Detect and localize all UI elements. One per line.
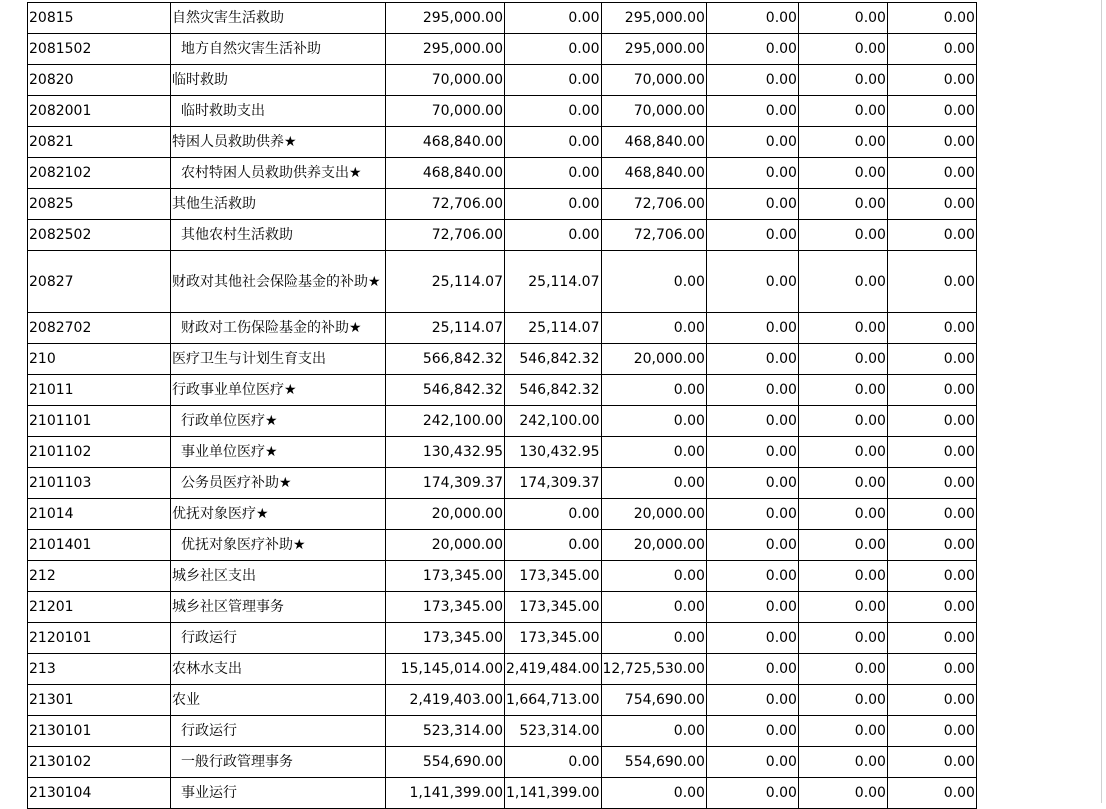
- amount-cell-5: 0.00: [798, 561, 887, 592]
- amount-cell-4: 0.00: [706, 778, 798, 809]
- subject-code-cell: 2101103: [28, 468, 171, 499]
- subject-name-cell: 城乡社区管理事务: [171, 592, 386, 623]
- amount-cell-4: 0.00: [706, 654, 798, 685]
- table-row: [28, 623, 977, 654]
- subject-code-cell: 21201: [28, 592, 171, 623]
- amount-cell-6: 0.00: [887, 468, 976, 499]
- amount-cell-6: 0.00: [887, 251, 976, 313]
- amount-cell-3: 754,690.00: [601, 685, 706, 716]
- amount-cell-5: 0.00: [798, 313, 887, 344]
- amount-cell-5: 0.00: [798, 778, 887, 809]
- amount-cell-1: 546,842.32: [386, 375, 505, 406]
- amount-cell-2: 173,345.00: [505, 623, 602, 654]
- amount-cell-4: 0.00: [706, 468, 798, 499]
- table-row: [28, 592, 977, 623]
- amount-cell-2: 0.00: [505, 499, 602, 530]
- amount-cell-1: 70,000.00: [386, 65, 505, 96]
- table-row: [28, 313, 977, 344]
- amount-cell-2: 546,842.32: [505, 375, 602, 406]
- subject-name-cell: 自然灾害生活救助: [171, 3, 386, 34]
- amount-cell-3: 0.00: [601, 623, 706, 654]
- subject-code-cell: 2101401: [28, 530, 171, 561]
- subject-code-cell: 2081502: [28, 34, 171, 65]
- amount-cell-1: 72,706.00: [386, 220, 505, 251]
- table-row: [28, 344, 977, 375]
- amount-cell-5: 0.00: [798, 499, 887, 530]
- table-row: [28, 437, 977, 468]
- amount-cell-3: 0.00: [601, 468, 706, 499]
- amount-cell-2: 0.00: [505, 3, 602, 34]
- amount-cell-6: 0.00: [887, 3, 976, 34]
- amount-cell-5: 0.00: [798, 375, 887, 406]
- amount-cell-4: 0.00: [706, 530, 798, 561]
- amount-cell-3: 0.00: [601, 592, 706, 623]
- amount-cell-1: 295,000.00: [386, 3, 505, 34]
- amount-cell-2: 546,842.32: [505, 344, 602, 375]
- amount-cell-6: 0.00: [887, 499, 976, 530]
- subject-name-cell: 其他生活救助: [171, 189, 386, 220]
- table-row: [28, 468, 977, 499]
- amount-cell-1: 70,000.00: [386, 96, 505, 127]
- subject-name-cell: 公务员医疗补助★: [171, 468, 386, 499]
- subject-name-cell: 一般行政管理事务: [171, 747, 386, 778]
- subject-name-cell: 临时救助: [171, 65, 386, 96]
- amount-cell-4: 0.00: [706, 220, 798, 251]
- amount-cell-3: 72,706.00: [601, 189, 706, 220]
- amount-cell-5: 0.00: [798, 468, 887, 499]
- amount-cell-5: 0.00: [798, 65, 887, 96]
- subject-code-cell: 2130104: [28, 778, 171, 809]
- subject-name-cell: 行政运行: [171, 716, 386, 747]
- amount-cell-5: 0.00: [798, 747, 887, 778]
- amount-cell-5: 0.00: [798, 716, 887, 747]
- amount-cell-5: 0.00: [798, 251, 887, 313]
- table-row: [28, 654, 977, 685]
- amount-cell-3: 70,000.00: [601, 96, 706, 127]
- amount-cell-5: 0.00: [798, 189, 887, 220]
- amount-cell-2: 2,419,484.00: [505, 654, 602, 685]
- page-edge-divider: [1101, 0, 1102, 803]
- amount-cell-5: 0.00: [798, 127, 887, 158]
- amount-cell-4: 0.00: [706, 3, 798, 34]
- amount-cell-4: 0.00: [706, 189, 798, 220]
- amount-cell-3: 468,840.00: [601, 158, 706, 189]
- table-row: [28, 375, 977, 406]
- amount-cell-2: 0.00: [505, 747, 602, 778]
- table-row: [28, 127, 977, 158]
- subject-name-cell: 行政单位医疗★: [171, 406, 386, 437]
- amount-cell-6: 0.00: [887, 592, 976, 623]
- subject-name-cell: 事业单位医疗★: [171, 437, 386, 468]
- amount-cell-6: 0.00: [887, 561, 976, 592]
- subject-code-cell: 2082702: [28, 313, 171, 344]
- amount-cell-1: 173,345.00: [386, 623, 505, 654]
- table-row: [28, 716, 977, 747]
- amount-cell-3: 0.00: [601, 375, 706, 406]
- table-row: [28, 778, 977, 809]
- amount-cell-2: 130,432.95: [505, 437, 602, 468]
- subject-code-cell: 2082102: [28, 158, 171, 189]
- amount-cell-1: 130,432.95: [386, 437, 505, 468]
- subject-code-cell: 20827: [28, 251, 171, 313]
- subject-name-cell: 其他农村生活救助: [171, 220, 386, 251]
- table-row: [28, 406, 977, 437]
- amount-cell-4: 0.00: [706, 158, 798, 189]
- amount-cell-6: 0.00: [887, 344, 976, 375]
- amount-cell-1: 15,145,014.00: [386, 654, 505, 685]
- subject-code-cell: 213: [28, 654, 171, 685]
- amount-cell-1: 20,000.00: [386, 499, 505, 530]
- subject-code-cell: 21011: [28, 375, 171, 406]
- amount-cell-3: 0.00: [601, 437, 706, 468]
- subject-name-cell: 农林水支出: [171, 654, 386, 685]
- amount-cell-6: 0.00: [887, 158, 976, 189]
- amount-cell-1: 554,690.00: [386, 747, 505, 778]
- amount-cell-6: 0.00: [887, 716, 976, 747]
- amount-cell-5: 0.00: [798, 158, 887, 189]
- subject-code-cell: 2082001: [28, 96, 171, 127]
- amount-cell-5: 0.00: [798, 623, 887, 654]
- amount-cell-3: 20,000.00: [601, 344, 706, 375]
- amount-cell-2: 0.00: [505, 530, 602, 561]
- amount-cell-2: 173,345.00: [505, 592, 602, 623]
- amount-cell-2: 25,114.07: [505, 313, 602, 344]
- subject-name-cell: 财政对工伤保险基金的补助★: [171, 313, 386, 344]
- amount-cell-1: 242,100.00: [386, 406, 505, 437]
- amount-cell-5: 0.00: [798, 530, 887, 561]
- amount-cell-5: 0.00: [798, 96, 887, 127]
- amount-cell-1: 173,345.00: [386, 561, 505, 592]
- amount-cell-3: 0.00: [601, 716, 706, 747]
- subject-code-cell: 212: [28, 561, 171, 592]
- table-body: [28, 3, 977, 809]
- amount-cell-3: 20,000.00: [601, 499, 706, 530]
- amount-cell-3: 554,690.00: [601, 747, 706, 778]
- subject-name-cell: 特困人员救助供养★: [171, 127, 386, 158]
- table-row: [28, 251, 977, 313]
- table-row: [28, 220, 977, 251]
- amount-cell-3: 0.00: [601, 313, 706, 344]
- subject-code-cell: 21301: [28, 685, 171, 716]
- amount-cell-4: 0.00: [706, 499, 798, 530]
- subject-name-cell: 优抚对象医疗补助★: [171, 530, 386, 561]
- amount-cell-1: 20,000.00: [386, 530, 505, 561]
- amount-cell-1: 1,141,399.00: [386, 778, 505, 809]
- amount-cell-2: 173,345.00: [505, 561, 602, 592]
- subject-code-cell: 21014: [28, 499, 171, 530]
- amount-cell-4: 0.00: [706, 313, 798, 344]
- subject-name-cell: 事业运行: [171, 778, 386, 809]
- amount-cell-1: 2,419,403.00: [386, 685, 505, 716]
- subject-code-cell: 2082502: [28, 220, 171, 251]
- table-row: [28, 65, 977, 96]
- table-row: [28, 3, 977, 34]
- amount-cell-2: 0.00: [505, 220, 602, 251]
- subject-name-cell: 地方自然灾害生活补助: [171, 34, 386, 65]
- table-row: [28, 158, 977, 189]
- amount-cell-6: 0.00: [887, 747, 976, 778]
- amount-cell-6: 0.00: [887, 530, 976, 561]
- amount-cell-3: 0.00: [601, 406, 706, 437]
- amount-cell-4: 0.00: [706, 96, 798, 127]
- subject-code-cell: 20815: [28, 3, 171, 34]
- subject-name-cell: 临时救助支出: [171, 96, 386, 127]
- subject-name-cell: 财政对其他社会保险基金的补助★: [171, 251, 386, 313]
- amount-cell-6: 0.00: [887, 313, 976, 344]
- amount-cell-5: 0.00: [798, 654, 887, 685]
- amount-cell-6: 0.00: [887, 96, 976, 127]
- amount-cell-6: 0.00: [887, 375, 976, 406]
- amount-cell-4: 0.00: [706, 65, 798, 96]
- amount-cell-1: 468,840.00: [386, 158, 505, 189]
- amount-cell-5: 0.00: [798, 592, 887, 623]
- amount-cell-4: 0.00: [706, 251, 798, 313]
- amount-cell-1: 25,114.07: [386, 251, 505, 313]
- amount-cell-3: 0.00: [601, 251, 706, 313]
- amount-cell-6: 0.00: [887, 189, 976, 220]
- amount-cell-2: 242,100.00: [505, 406, 602, 437]
- amount-cell-6: 0.00: [887, 685, 976, 716]
- amount-cell-4: 0.00: [706, 375, 798, 406]
- amount-cell-6: 0.00: [887, 778, 976, 809]
- amount-cell-2: 523,314.00: [505, 716, 602, 747]
- amount-cell-2: 0.00: [505, 189, 602, 220]
- subject-code-cell: 2120101: [28, 623, 171, 654]
- amount-cell-6: 0.00: [887, 220, 976, 251]
- amount-cell-6: 0.00: [887, 34, 976, 65]
- amount-cell-6: 0.00: [887, 127, 976, 158]
- amount-cell-4: 0.00: [706, 561, 798, 592]
- amount-cell-1: 566,842.32: [386, 344, 505, 375]
- amount-cell-3: 72,706.00: [601, 220, 706, 251]
- amount-cell-3: 295,000.00: [601, 34, 706, 65]
- budget-expenditure-table: [27, 2, 977, 809]
- amount-cell-5: 0.00: [798, 685, 887, 716]
- subject-name-cell: 城乡社区支出: [171, 561, 386, 592]
- amount-cell-2: 0.00: [505, 127, 602, 158]
- amount-cell-6: 0.00: [887, 437, 976, 468]
- amount-cell-2: 0.00: [505, 96, 602, 127]
- table-row: [28, 685, 977, 716]
- subject-name-cell: 优抚对象医疗★: [171, 499, 386, 530]
- amount-cell-1: 174,309.37: [386, 468, 505, 499]
- subject-name-cell: 行政事业单位医疗★: [171, 375, 386, 406]
- amount-cell-1: 72,706.00: [386, 189, 505, 220]
- amount-cell-5: 0.00: [798, 34, 887, 65]
- amount-cell-4: 0.00: [706, 623, 798, 654]
- amount-cell-5: 0.00: [798, 437, 887, 468]
- table-row: [28, 499, 977, 530]
- amount-cell-2: 25,114.07: [505, 251, 602, 313]
- amount-cell-4: 0.00: [706, 34, 798, 65]
- amount-cell-4: 0.00: [706, 127, 798, 158]
- amount-cell-5: 0.00: [798, 344, 887, 375]
- amount-cell-2: 0.00: [505, 158, 602, 189]
- amount-cell-2: 1,664,713.00: [505, 685, 602, 716]
- amount-cell-2: 0.00: [505, 34, 602, 65]
- table-row: [28, 34, 977, 65]
- amount-cell-1: 295,000.00: [386, 34, 505, 65]
- subject-name-cell: 农村特困人员救助供养支出★: [171, 158, 386, 189]
- amount-cell-5: 0.00: [798, 3, 887, 34]
- amount-cell-3: 12,725,530.00: [601, 654, 706, 685]
- table-row: [28, 96, 977, 127]
- amount-cell-4: 0.00: [706, 437, 798, 468]
- subject-code-cell: 210: [28, 344, 171, 375]
- subject-code-cell: 20820: [28, 65, 171, 96]
- amount-cell-6: 0.00: [887, 623, 976, 654]
- amount-cell-5: 0.00: [798, 220, 887, 251]
- subject-code-cell: 2101102: [28, 437, 171, 468]
- table-row: [28, 530, 977, 561]
- amount-cell-4: 0.00: [706, 747, 798, 778]
- amount-cell-1: 523,314.00: [386, 716, 505, 747]
- amount-cell-3: 295,000.00: [601, 3, 706, 34]
- amount-cell-4: 0.00: [706, 344, 798, 375]
- subject-code-cell: 2130102: [28, 747, 171, 778]
- subject-code-cell: 2101101: [28, 406, 171, 437]
- subject-code-cell: 20821: [28, 127, 171, 158]
- subject-name-cell: 医疗卫生与计划生育支出: [171, 344, 386, 375]
- amount-cell-3: 0.00: [601, 778, 706, 809]
- amount-cell-2: 1,141,399.00: [505, 778, 602, 809]
- table-row: [28, 747, 977, 778]
- amount-cell-1: 173,345.00: [386, 592, 505, 623]
- amount-cell-6: 0.00: [887, 654, 976, 685]
- table-row: [28, 189, 977, 220]
- amount-cell-4: 0.00: [706, 592, 798, 623]
- subject-name-cell: 行政运行: [171, 623, 386, 654]
- amount-cell-6: 0.00: [887, 65, 976, 96]
- amount-cell-3: 20,000.00: [601, 530, 706, 561]
- amount-cell-2: 0.00: [505, 65, 602, 96]
- amount-cell-5: 0.00: [798, 406, 887, 437]
- amount-cell-4: 0.00: [706, 716, 798, 747]
- amount-cell-6: 0.00: [887, 406, 976, 437]
- subject-code-cell: 20825: [28, 189, 171, 220]
- amount-cell-3: 0.00: [601, 561, 706, 592]
- amount-cell-2: 174,309.37: [505, 468, 602, 499]
- amount-cell-1: 468,840.00: [386, 127, 505, 158]
- amount-cell-1: 25,114.07: [386, 313, 505, 344]
- amount-cell-4: 0.00: [706, 406, 798, 437]
- amount-cell-4: 0.00: [706, 685, 798, 716]
- amount-cell-3: 468,840.00: [601, 127, 706, 158]
- table-row: [28, 561, 977, 592]
- amount-cell-3: 70,000.00: [601, 65, 706, 96]
- subject-name-cell: 农业: [171, 685, 386, 716]
- subject-code-cell: 2130101: [28, 716, 171, 747]
